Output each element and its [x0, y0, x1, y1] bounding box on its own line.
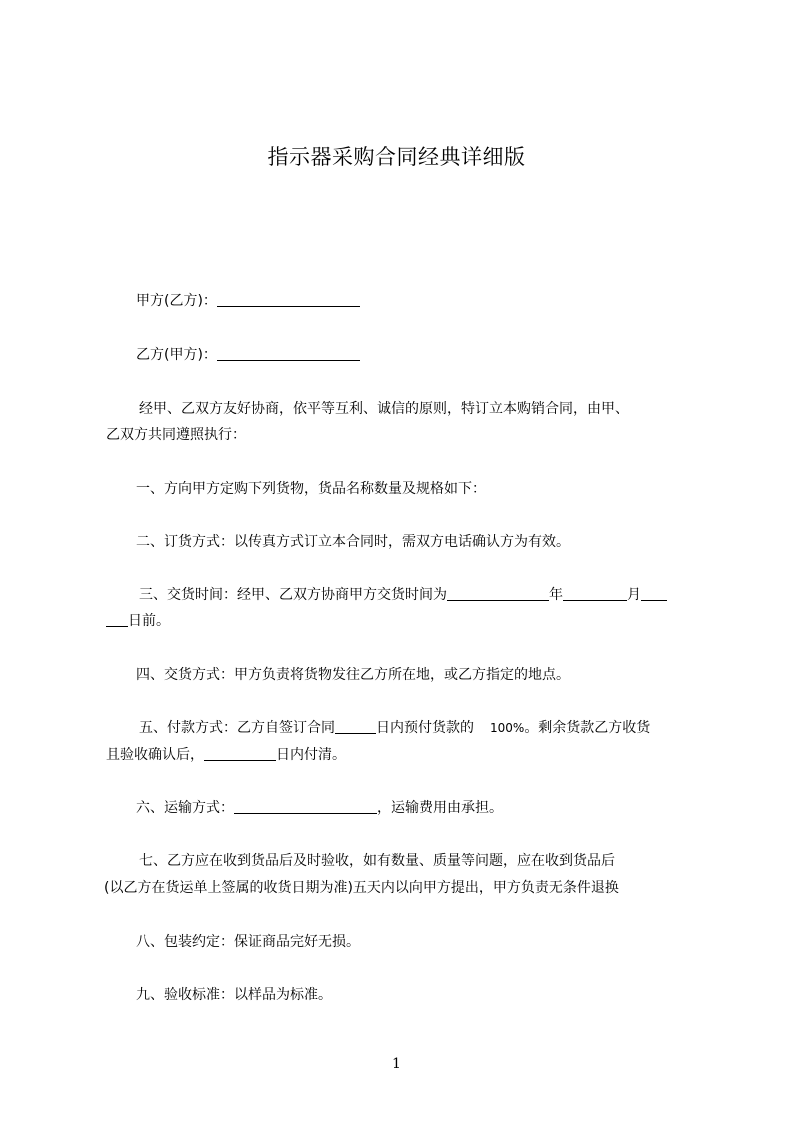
- clause-3-month-label: 月: [627, 587, 641, 603]
- clause-5-line-2: [106, 740, 706, 770]
- clause-3-year-blank: [447, 584, 549, 601]
- document-title: 指示器采购合同经典详细版: [267, 145, 526, 169]
- party-b-line: [106, 340, 736, 370]
- clause-5-line-1: [106, 713, 739, 743]
- party-b-label: 乙方(甲方)：: [136, 347, 217, 363]
- clause-3-year-label: 年: [549, 587, 563, 603]
- clause-3-text-end: 日前。: [128, 613, 170, 629]
- preamble-line-1: 经甲、乙双方友好协商，依平等互利、诚信的原则，特订立本购销合同，由甲、: [139, 401, 629, 417]
- clause-5-days-blank: [335, 717, 376, 734]
- party-a-label: 甲方(乙方)：: [136, 293, 217, 309]
- clause-2: 二、订货方式：以传真方式订立本合同时，需双方电话确认方为有效。: [136, 534, 570, 550]
- clause-6: [106, 793, 736, 823]
- party-b-blank: [217, 344, 360, 361]
- clause-3-day-blank-start: [641, 584, 667, 601]
- party-a-line: [106, 286, 736, 316]
- clause-5-percent: 100%: [490, 721, 525, 735]
- clause-5-text-4: 且验收确认后，: [106, 747, 204, 763]
- clause-5-text-1: 五、付款方式：乙方自签订合同: [139, 720, 335, 736]
- clause-3-text: 三、交货时间：经甲、乙双方协商甲方交货时间为: [139, 587, 447, 603]
- clause-5-text-3: 。剩余货款乙方收货: [524, 720, 651, 736]
- clause-6-text-2: ，运输费用由承担。: [377, 800, 503, 816]
- preamble-line-2: 乙双方共同遵照执行：: [106, 427, 246, 443]
- clause-3-line-2: [106, 606, 706, 636]
- clause-1: 一、方向甲方定购下列货物，货品名称数量及规格如下：: [136, 481, 486, 497]
- clause-5-text-5: 日内付清。: [276, 747, 346, 763]
- clause-4: 四、交货方式：甲方负责将货物发往乙方所在地，或乙方指定的地点。: [136, 667, 570, 683]
- clause-3-day-blank-end: [106, 610, 128, 627]
- clause-7-line-2: (以乙方在货运单上签属的收货日期为准)五天内以向甲方提出，甲方负责无条件退换: [104, 880, 619, 896]
- clause-3-month-blank: [563, 584, 627, 601]
- clause-5-text-2: 日内预付货款的: [376, 720, 474, 736]
- clause-5-settle-blank: [204, 744, 276, 761]
- clause-8: 八、包装约定：保证商品完好无损。: [136, 934, 360, 950]
- clause-6-text-1: 六、运输方式：: [136, 800, 234, 816]
- clause-7-line-1: 七、乙方应在收到货品后及时验收，如有数量、质量等问题，应在收到货品后: [139, 853, 615, 869]
- clause-9: 九、验收标准：以样品为标准。: [136, 987, 332, 1003]
- clause-6-transport-blank: [234, 797, 377, 814]
- party-a-blank: [217, 290, 360, 307]
- page-number: 1: [392, 1056, 401, 1072]
